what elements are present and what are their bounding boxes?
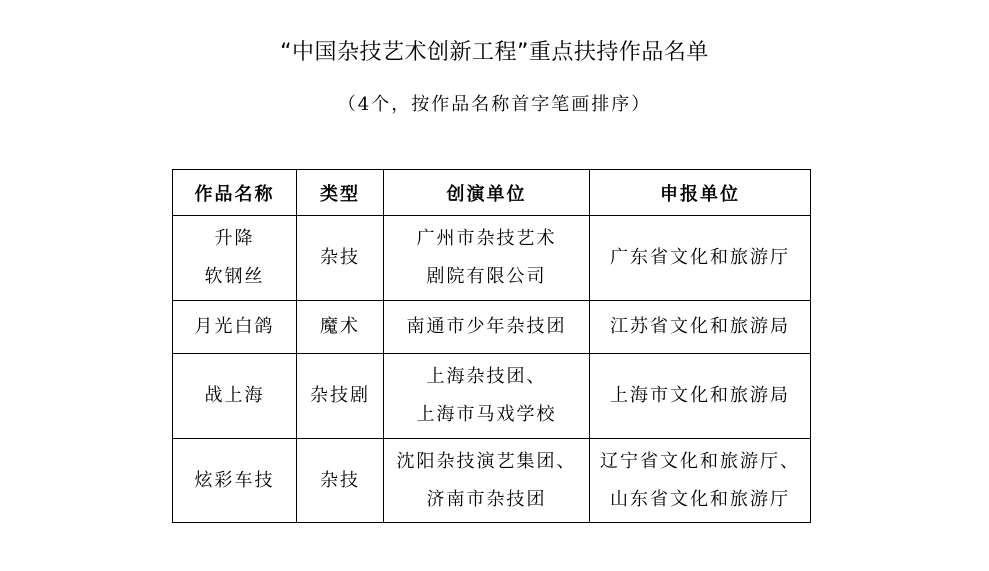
cell-work-name	[173, 439, 297, 523]
cell-text: 江苏省文化和旅游局	[610, 316, 790, 337]
header-producer: 创演单位	[384, 170, 590, 216]
header-applicant: 申报单位	[590, 170, 811, 216]
cell-text: 上海市马戏学校	[416, 404, 557, 425]
cell-text: 广州市杂技艺术	[416, 228, 557, 249]
cell-producer	[384, 354, 590, 439]
cell-text: 炫彩车技	[194, 469, 275, 491]
works-table	[172, 169, 811, 523]
cell-text: 辽宁省文化和旅游厅、	[600, 450, 800, 472]
cell-text: 上海市文化和旅游局	[610, 385, 790, 406]
cell-text: 济南市杂技团	[426, 488, 547, 510]
table-row	[173, 216, 811, 301]
cell-text: 魔术	[320, 316, 360, 337]
cell-text: 山东省文化和旅游厅	[610, 488, 790, 510]
cell-text: 沈阳杂技演艺集团、	[396, 450, 577, 472]
cell-producer	[384, 216, 590, 301]
table-header-row	[173, 170, 811, 216]
cell-text: 杂技剧	[310, 385, 370, 406]
cell-applicant	[590, 354, 811, 439]
cell-text: 月光白鸽	[194, 316, 275, 337]
cell-text: 上海杂技团、	[426, 366, 547, 387]
header-type: 类型	[297, 170, 384, 216]
document-title: “中国杂技艺术创新工程”重点扶持作品名单	[280, 40, 709, 65]
cell-applicant	[590, 439, 811, 523]
cell-type	[297, 354, 384, 439]
cell-applicant	[590, 301, 811, 354]
cell-text: 升降	[214, 228, 255, 249]
document-subtitle: （4个，按作品名称首字笔画排序）	[337, 94, 652, 115]
table-row	[173, 354, 811, 439]
table-row	[173, 301, 811, 354]
cell-text: 软钢丝	[204, 266, 265, 287]
cell-work-name	[173, 216, 297, 301]
cell-type	[297, 216, 384, 301]
cell-work-name	[173, 354, 297, 439]
cell-text: 南通市少年杂技团	[406, 316, 567, 337]
cell-work-name	[173, 301, 297, 354]
cell-text: 剧院有限公司	[426, 266, 547, 287]
cell-text: 战上海	[204, 385, 265, 406]
cell-applicant	[590, 216, 811, 301]
cell-text: 杂技	[320, 247, 360, 268]
table-row	[173, 439, 811, 523]
cell-producer	[384, 301, 590, 354]
cell-text: 广东省文化和旅游厅	[610, 247, 790, 268]
cell-producer	[384, 439, 590, 523]
cell-text: 杂技	[320, 469, 360, 491]
cell-type	[297, 439, 384, 523]
header-work-name: 作品名称	[173, 170, 297, 216]
cell-type	[297, 301, 384, 354]
